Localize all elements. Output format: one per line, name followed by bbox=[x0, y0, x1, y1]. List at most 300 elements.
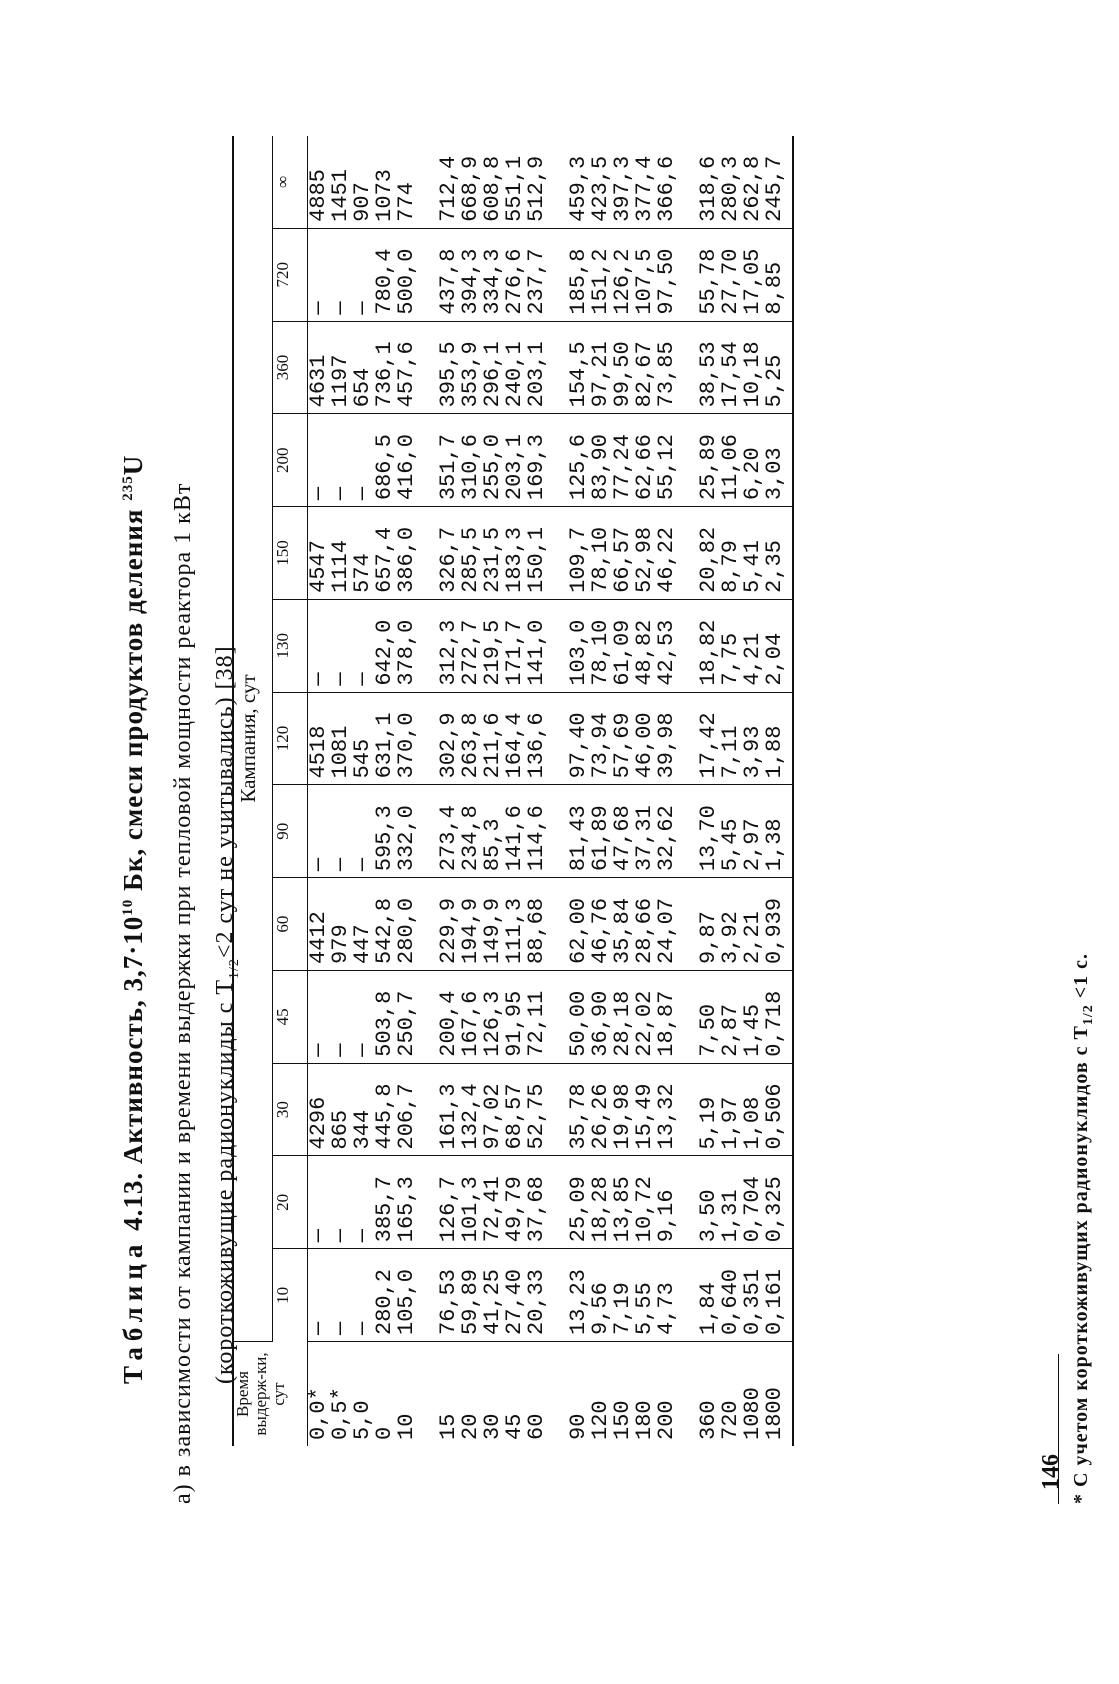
activity-cell: 416,0 bbox=[396, 414, 418, 507]
activity-table bbox=[232, 136, 794, 1446]
activity-cell: 38,53 bbox=[678, 321, 720, 414]
activity-cell: 28,66 bbox=[634, 878, 656, 971]
activity-cell: 240,1 bbox=[504, 321, 526, 414]
hold-time-cell: 20 bbox=[458, 1413, 483, 1440]
activity-cell: 149,9 bbox=[482, 878, 504, 971]
activity-cell: 545 bbox=[352, 692, 374, 785]
activity-cell: 503,8 bbox=[374, 970, 396, 1063]
header-row-campaigns bbox=[273, 136, 308, 1446]
activity-cell: 237,7 bbox=[526, 228, 548, 321]
activity-cell: 979 bbox=[330, 878, 352, 971]
hold-time-cell: 0,0* bbox=[306, 1387, 331, 1440]
table-row bbox=[678, 136, 720, 1446]
campaign-header: 45 bbox=[273, 970, 308, 1063]
activity-cell: 4,73 bbox=[656, 1249, 678, 1342]
activity-cell: 229,9 bbox=[418, 878, 460, 971]
activity-cell: 907 bbox=[352, 136, 374, 228]
activity-cell: — bbox=[308, 414, 331, 507]
activity-cell: 276,6 bbox=[504, 228, 526, 321]
activity-cell: 0,351 bbox=[742, 1249, 764, 1342]
activity-cell: 608,8 bbox=[482, 136, 504, 228]
subtitle-line-1: а) в зависимости от кампании и времени выдержки при тепловой мощности реактора 1 кВт bbox=[170, 482, 196, 1504]
activity-cell: 76,53 bbox=[418, 1249, 460, 1342]
activity-cell: 9,16 bbox=[656, 1156, 678, 1249]
activity-cell: — bbox=[352, 414, 374, 507]
activity-cell: 344 bbox=[352, 1063, 374, 1156]
hold-time-cell: 0,5* bbox=[328, 1387, 353, 1440]
activity-cell: 574 bbox=[352, 507, 374, 600]
activity-cell: 318,6 bbox=[678, 136, 720, 228]
activity-cell: 167,6 bbox=[460, 970, 482, 1063]
activity-cell: 385,7 bbox=[374, 1156, 396, 1249]
activity-cell: 5,25 bbox=[764, 321, 793, 414]
activity-cell: 126,3 bbox=[482, 970, 504, 1063]
activity-cell: 36,90 bbox=[590, 970, 612, 1063]
activity-cell: 132,4 bbox=[460, 1063, 482, 1156]
campaign-header: 130 bbox=[273, 599, 308, 692]
activity-cell: 125,6 bbox=[548, 414, 590, 507]
activity-cell: 22,02 bbox=[634, 970, 656, 1063]
activity-cell: 91,95 bbox=[504, 970, 526, 1063]
header-row-top bbox=[233, 136, 273, 1446]
activity-cell: 13,85 bbox=[612, 1156, 634, 1249]
activity-cell: 73,94 bbox=[590, 692, 612, 785]
activity-cell: 101,3 bbox=[460, 1156, 482, 1249]
group-header: Кампания, сут bbox=[233, 136, 273, 1342]
activity-cell: 234,8 bbox=[460, 785, 482, 878]
activity-cell: 78,10 bbox=[590, 507, 612, 600]
table-row bbox=[504, 136, 526, 1446]
activity-cell: 46,00 bbox=[634, 692, 656, 785]
activity-cell: 52,98 bbox=[634, 507, 656, 600]
activity-cell: 1114 bbox=[330, 507, 352, 600]
activity-cell: 57,69 bbox=[612, 692, 634, 785]
table-row bbox=[548, 136, 590, 1446]
activity-cell: 164,4 bbox=[504, 692, 526, 785]
activity-cell: — bbox=[352, 1249, 374, 1342]
activity-cell: — bbox=[330, 228, 352, 321]
table-row bbox=[308, 136, 331, 1446]
footnote bbox=[1070, 953, 1097, 1504]
activity-cell: 25,89 bbox=[678, 414, 720, 507]
activity-cell: 378,0 bbox=[396, 599, 418, 692]
campaign-header: 60 bbox=[273, 878, 308, 971]
hold-time-cell: 150 bbox=[610, 1400, 635, 1440]
activity-cell: 1081 bbox=[330, 692, 352, 785]
activity-cell: 72,11 bbox=[526, 970, 548, 1063]
activity-cell: 1,45 bbox=[742, 970, 764, 1063]
activity-cell: 7,19 bbox=[612, 1249, 634, 1342]
activity-cell: 150,1 bbox=[526, 507, 548, 600]
corner-header: Время выдерж-ки, сут bbox=[233, 1342, 308, 1447]
activity-cell: 97,50 bbox=[656, 228, 678, 321]
activity-cell: 50,00 bbox=[548, 970, 590, 1063]
activity-cell: 3,92 bbox=[720, 878, 742, 971]
activity-cell: 0,161 bbox=[764, 1249, 793, 1342]
activity-cell: 161,3 bbox=[418, 1063, 460, 1156]
activity-cell: 4547 bbox=[308, 507, 331, 600]
campaign-header: 20 bbox=[273, 1156, 308, 1249]
activity-cell: 631,1 bbox=[374, 692, 396, 785]
table-row bbox=[742, 136, 764, 1446]
activity-cell: 10,18 bbox=[742, 321, 764, 414]
activity-cell: 97,40 bbox=[548, 692, 590, 785]
activity-cell: 263,8 bbox=[460, 692, 482, 785]
activity-cell: 395,5 bbox=[418, 321, 460, 414]
activity-cell: 7,50 bbox=[678, 970, 720, 1063]
activity-cell: 35,78 bbox=[548, 1063, 590, 1156]
activity-cell: 39,98 bbox=[656, 692, 678, 785]
campaign-header: 120 bbox=[273, 692, 308, 785]
table-row bbox=[656, 136, 678, 1446]
activity-cell: 109,7 bbox=[548, 507, 590, 600]
activity-cell: 3,03 bbox=[764, 414, 793, 507]
activity-cell: 0,506 bbox=[764, 1063, 793, 1156]
activity-cell: 255,0 bbox=[482, 414, 504, 507]
activity-cell: 111,3 bbox=[504, 878, 526, 971]
activity-cell: 41,25 bbox=[482, 1249, 504, 1342]
activity-cell: 285,5 bbox=[460, 507, 482, 600]
activity-cell: 27,70 bbox=[720, 228, 742, 321]
activity-cell: 81,43 bbox=[548, 785, 590, 878]
activity-cell: 28,18 bbox=[612, 970, 634, 1063]
hold-time-cell: 120 bbox=[588, 1400, 613, 1440]
activity-cell: 83,90 bbox=[590, 414, 612, 507]
activity-cell: 97,02 bbox=[482, 1063, 504, 1156]
activity-cell: 302,9 bbox=[418, 692, 460, 785]
activity-cell: 82,67 bbox=[634, 321, 656, 414]
activity-cell: 459,3 bbox=[548, 136, 590, 228]
activity-cell: 1197 bbox=[330, 321, 352, 414]
activity-cell: 48,82 bbox=[634, 599, 656, 692]
activity-cell: 2,97 bbox=[742, 785, 764, 878]
hold-time-cell: 30 bbox=[480, 1413, 505, 1440]
activity-cell: — bbox=[330, 785, 352, 878]
activity-cell: 5,55 bbox=[634, 1249, 656, 1342]
activity-cell: 169,3 bbox=[526, 414, 548, 507]
activity-cell: 1,38 bbox=[764, 785, 793, 878]
activity-cell: 27,40 bbox=[504, 1249, 526, 1342]
campaign-header: 360 bbox=[273, 321, 308, 414]
activity-cell: 657,4 bbox=[374, 507, 396, 600]
activity-cell: 206,7 bbox=[396, 1063, 418, 1156]
footnote-tail: <1 с. bbox=[1070, 952, 1092, 1005]
campaign-header: ∞ bbox=[273, 136, 308, 228]
activity-cell: 512,9 bbox=[526, 136, 548, 228]
activity-cell: 32,62 bbox=[656, 785, 678, 878]
campaign-header: 200 bbox=[273, 414, 308, 507]
activity-cell: 136,6 bbox=[526, 692, 548, 785]
activity-cell: 61,09 bbox=[612, 599, 634, 692]
activity-cell: 312,3 bbox=[418, 599, 460, 692]
activity-cell: 370,0 bbox=[396, 692, 418, 785]
activity-cell: 105,0 bbox=[396, 1249, 418, 1342]
activity-cell: 26,26 bbox=[590, 1063, 612, 1156]
activity-cell: 13,32 bbox=[656, 1063, 678, 1156]
activity-cell: 423,5 bbox=[590, 136, 612, 228]
activity-cell: 13,23 bbox=[548, 1249, 590, 1342]
activity-cell: — bbox=[352, 785, 374, 878]
activity-cell: 366,6 bbox=[656, 136, 678, 228]
activity-cell: 2,04 bbox=[764, 599, 793, 692]
activity-cell: 165,3 bbox=[396, 1156, 418, 1249]
activity-cell: 2,87 bbox=[720, 970, 742, 1063]
activity-cell: 203,1 bbox=[504, 414, 526, 507]
activity-cell: 231,5 bbox=[482, 507, 504, 600]
activity-cell: 171,7 bbox=[504, 599, 526, 692]
hold-time-cell: 1800 bbox=[764, 1342, 793, 1447]
activity-cell: 0,640 bbox=[720, 1249, 742, 1342]
activity-cell: — bbox=[308, 970, 331, 1063]
activity-cell: 141,0 bbox=[526, 599, 548, 692]
hold-time-cell: 360 bbox=[696, 1400, 721, 1440]
activity-cell: 13,70 bbox=[678, 785, 720, 878]
activity-cell: — bbox=[352, 970, 374, 1063]
activity-cell: 445,8 bbox=[374, 1063, 396, 1156]
hold-time-cell: 60 bbox=[524, 1413, 549, 1440]
hold-time-cell: 200 bbox=[654, 1400, 679, 1440]
activity-cell: 542,8 bbox=[374, 878, 396, 971]
activity-cell: 437,8 bbox=[418, 228, 460, 321]
activity-cell: 219,5 bbox=[482, 599, 504, 692]
activity-cell: 72,41 bbox=[482, 1156, 504, 1249]
title-prefix: Таблица bbox=[118, 1238, 148, 1384]
activity-cell: 1,31 bbox=[720, 1156, 742, 1249]
activity-cell: 273,4 bbox=[418, 785, 460, 878]
activity-cell: 332,0 bbox=[396, 785, 418, 878]
activity-cell: 668,9 bbox=[460, 136, 482, 228]
activity-cell: 377,4 bbox=[634, 136, 656, 228]
footnote-text: * С учетом короткоживущих радионуклидов с T bbox=[1070, 1025, 1092, 1504]
activity-cell: 141,6 bbox=[504, 785, 526, 878]
table-row bbox=[374, 136, 396, 1446]
activity-cell: 280,2 bbox=[374, 1249, 396, 1342]
hold-time-cell: 180 bbox=[632, 1400, 657, 1440]
activity-cell: 24,07 bbox=[656, 878, 678, 971]
activity-cell: 326,7 bbox=[418, 507, 460, 600]
activity-cell: 97,21 bbox=[590, 321, 612, 414]
activity-cell: 46,76 bbox=[590, 878, 612, 971]
title-isotope-mass: 235 bbox=[120, 475, 136, 501]
activity-cell: 774 bbox=[396, 136, 418, 228]
activity-cell: 865 bbox=[330, 1063, 352, 1156]
activity-cell: 310,6 bbox=[460, 414, 482, 507]
table-row bbox=[352, 136, 374, 1446]
activity-cell: 15,49 bbox=[634, 1063, 656, 1156]
activity-cell: 551,1 bbox=[504, 136, 526, 228]
activity-cell: 595,3 bbox=[374, 785, 396, 878]
activity-cell: 61,89 bbox=[590, 785, 612, 878]
hold-time-cell: 1080 bbox=[740, 1387, 765, 1440]
activity-cell: 280,3 bbox=[720, 136, 742, 228]
activity-cell: 17,54 bbox=[720, 321, 742, 414]
activity-cell: 5,45 bbox=[720, 785, 742, 878]
hold-time-cell: 720 bbox=[718, 1400, 743, 1440]
table-title bbox=[118, 455, 149, 1384]
activity-cell: 280,0 bbox=[396, 878, 418, 971]
activity-cell: 20,33 bbox=[526, 1249, 548, 1342]
activity-cell: 262,8 bbox=[742, 136, 764, 228]
subtitle-line-2-end: <2 сут не учитывались) [38] bbox=[212, 645, 238, 959]
activity-cell: 500,0 bbox=[396, 228, 418, 321]
table-row bbox=[460, 136, 482, 1446]
activity-cell: 1073 bbox=[374, 136, 396, 228]
activity-cell: 4518 bbox=[308, 692, 331, 785]
activity-cell: 17,05 bbox=[742, 228, 764, 321]
activity-cell: 3,50 bbox=[678, 1156, 720, 1249]
activity-cell: 4412 bbox=[308, 878, 331, 971]
activity-cell: — bbox=[308, 228, 331, 321]
activity-cell: 334,3 bbox=[482, 228, 504, 321]
title-main: 4.13. Активность, 3,7·10 bbox=[118, 915, 148, 1231]
campaign-header: 90 bbox=[273, 785, 308, 878]
activity-cell: 107,5 bbox=[634, 228, 656, 321]
activity-cell: 780,4 bbox=[374, 228, 396, 321]
activity-cell: 77,24 bbox=[612, 414, 634, 507]
activity-cell: 642,0 bbox=[374, 599, 396, 692]
activity-cell: 88,68 bbox=[526, 878, 548, 971]
activity-cell: 0,718 bbox=[764, 970, 793, 1063]
table-row bbox=[330, 136, 352, 1446]
activity-cell: 185,8 bbox=[548, 228, 590, 321]
activity-cell: 151,2 bbox=[590, 228, 612, 321]
activity-cell: 211,6 bbox=[482, 692, 504, 785]
activity-cell: 35,84 bbox=[612, 878, 634, 971]
activity-cell: — bbox=[330, 599, 352, 692]
activity-cell: — bbox=[352, 1156, 374, 1249]
activity-cell: 9,56 bbox=[590, 1249, 612, 1342]
activity-cell: 712,4 bbox=[418, 136, 460, 228]
activity-cell: 114,6 bbox=[526, 785, 548, 878]
campaign-header: 10 bbox=[273, 1249, 308, 1342]
hold-time-cell: 90 bbox=[566, 1413, 591, 1440]
campaign-header: 150 bbox=[273, 507, 308, 600]
activity-cell: 18,28 bbox=[590, 1156, 612, 1249]
activity-cell: 7,75 bbox=[720, 599, 742, 692]
activity-cell: 203,1 bbox=[526, 321, 548, 414]
table-row bbox=[396, 136, 418, 1446]
activity-cell: 686,5 bbox=[374, 414, 396, 507]
activity-cell: 7,11 bbox=[720, 692, 742, 785]
activity-cell: — bbox=[308, 785, 331, 878]
activity-cell: 154,5 bbox=[548, 321, 590, 414]
activity-cell: 52,75 bbox=[526, 1063, 548, 1156]
activity-cell: 17,42 bbox=[678, 692, 720, 785]
activity-cell: 200,4 bbox=[418, 970, 460, 1063]
activity-cell: 4885 bbox=[308, 136, 331, 228]
campaign-header: 30 bbox=[273, 1063, 308, 1156]
activity-cell: 457,6 bbox=[396, 321, 418, 414]
activity-cell: 59,89 bbox=[460, 1249, 482, 1342]
activity-cell: 18,87 bbox=[656, 970, 678, 1063]
activity-cell: 654 bbox=[352, 321, 374, 414]
activity-cell: 55,12 bbox=[656, 414, 678, 507]
activity-cell: 250,7 bbox=[396, 970, 418, 1063]
activity-cell: 126,7 bbox=[418, 1156, 460, 1249]
activity-cell: 1,84 bbox=[678, 1249, 720, 1342]
activity-cell: 62,00 bbox=[548, 878, 590, 971]
activity-cell: 5,41 bbox=[742, 507, 764, 600]
activity-cell: 8,79 bbox=[720, 507, 742, 600]
activity-cell: 42,53 bbox=[656, 599, 678, 692]
activity-cell: 447 bbox=[352, 878, 374, 971]
activity-cell: 0,939 bbox=[764, 878, 793, 971]
campaign-header: 720 bbox=[273, 228, 308, 321]
activity-cell: 351,7 bbox=[418, 414, 460, 507]
activity-cell: 397,3 bbox=[612, 136, 634, 228]
table-row bbox=[634, 136, 656, 1446]
activity-cell: 85,3 bbox=[482, 785, 504, 878]
activity-cell: — bbox=[352, 599, 374, 692]
activity-cell: 0,325 bbox=[764, 1156, 793, 1249]
table-body bbox=[308, 136, 794, 1446]
table-row bbox=[526, 136, 548, 1446]
activity-cell: — bbox=[352, 228, 374, 321]
activity-cell: 37,31 bbox=[634, 785, 656, 878]
activity-cell: — bbox=[308, 1249, 331, 1342]
activity-cell: 19,98 bbox=[612, 1063, 634, 1156]
activity-cell: 10,72 bbox=[634, 1156, 656, 1249]
activity-cell: 194,9 bbox=[460, 878, 482, 971]
footnote-rule bbox=[1058, 1354, 1059, 1504]
activity-cell: 2,21 bbox=[742, 878, 764, 971]
activity-cell: 37,68 bbox=[526, 1156, 548, 1249]
activity-cell: 2,35 bbox=[764, 507, 793, 600]
activity-cell: 4631 bbox=[308, 321, 331, 414]
activity-cell: — bbox=[330, 1156, 352, 1249]
activity-cell: 9,87 bbox=[678, 878, 720, 971]
activity-cell: 1451 bbox=[330, 136, 352, 228]
activity-cell: 6,20 bbox=[742, 414, 764, 507]
activity-cell: 394,3 bbox=[460, 228, 482, 321]
activity-cell: 272,7 bbox=[460, 599, 482, 692]
activity-cell: 99,50 bbox=[612, 321, 634, 414]
activity-cell: — bbox=[330, 414, 352, 507]
table-row bbox=[720, 136, 742, 1446]
activity-cell: 18,82 bbox=[678, 599, 720, 692]
activity-cell: 66,57 bbox=[612, 507, 634, 600]
activity-cell: 3,93 bbox=[742, 692, 764, 785]
activity-cell: — bbox=[330, 1249, 352, 1342]
activity-cell: 49,79 bbox=[504, 1156, 526, 1249]
activity-cell: 296,1 bbox=[482, 321, 504, 414]
activity-cell: 4296 bbox=[308, 1063, 331, 1156]
title-element: U bbox=[118, 454, 148, 476]
activity-cell: 736,1 bbox=[374, 321, 396, 414]
activity-cell: 0,704 bbox=[742, 1156, 764, 1249]
title-exponent: 10 bbox=[120, 898, 136, 916]
page-number: 146 bbox=[1038, 1454, 1064, 1490]
activity-cell: — bbox=[330, 970, 352, 1063]
activity-cell: 55,78 bbox=[678, 228, 720, 321]
activity-cell: 20,82 bbox=[678, 507, 720, 600]
activity-cell: 11,06 bbox=[720, 414, 742, 507]
activity-cell: 8,85 bbox=[764, 228, 793, 321]
title-tail: Бк, смеси продуктов деления bbox=[118, 500, 148, 899]
hold-time-cell: 15 bbox=[436, 1413, 461, 1440]
activity-cell: 245,7 bbox=[764, 136, 793, 228]
activity-cell: 25,09 bbox=[548, 1156, 590, 1249]
table-row bbox=[590, 136, 612, 1446]
activity-cell: 1,88 bbox=[764, 692, 793, 785]
activity-cell: 46,22 bbox=[656, 507, 678, 600]
table-row bbox=[764, 136, 793, 1446]
activity-cell: 103,0 bbox=[548, 599, 590, 692]
hold-time-cell: 5,0 bbox=[350, 1400, 375, 1440]
hold-time-cell: 10 bbox=[394, 1413, 419, 1440]
footnote-subscript: 1/2 bbox=[1081, 1004, 1096, 1026]
subtitle-line-2-start: (короткоживущие радионуклиды с T bbox=[212, 978, 238, 1384]
